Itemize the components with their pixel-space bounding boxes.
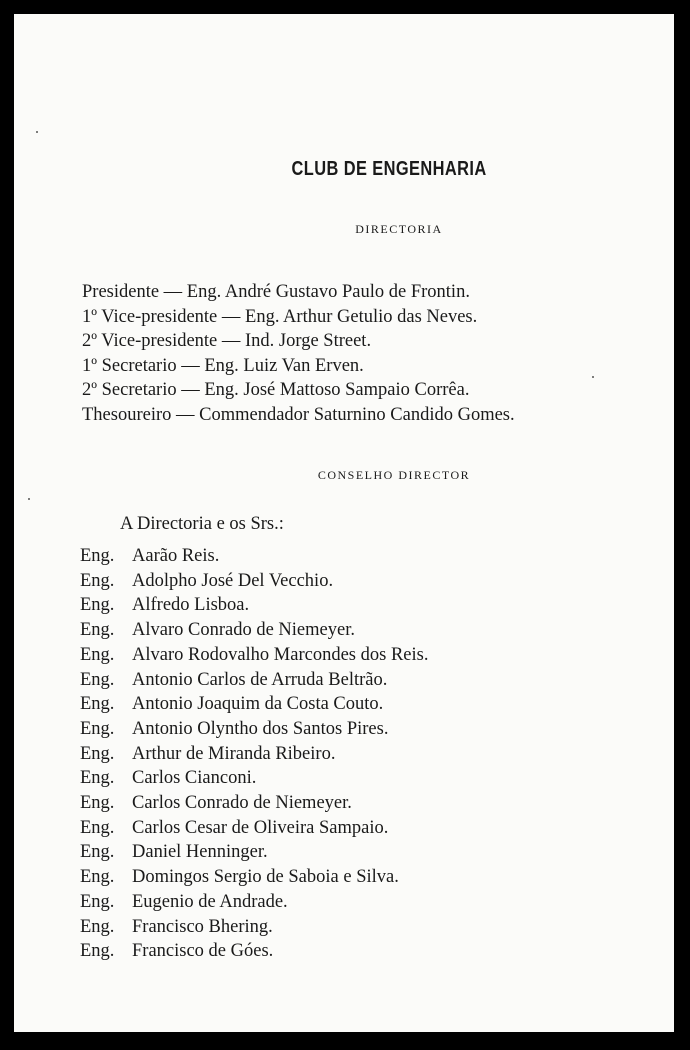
officer-line: Thesoureiro — Commendador Saturnino Candido Gomes.: [82, 404, 515, 425]
member-line: [80, 816, 428, 841]
member-prefix: Eng.: [80, 620, 115, 641]
member-line: [80, 742, 428, 767]
directoria-heading: DIRECTORIA: [355, 222, 443, 236]
member-prefix: Eng.: [80, 867, 115, 888]
member-line: [80, 643, 428, 668]
document-page: [14, 14, 674, 1032]
member-prefix: Eng.: [80, 694, 115, 715]
conselho-intro: A Directoria e os Srs.:: [120, 514, 284, 534]
member-name: Aarão Reis.: [132, 546, 220, 566]
member-line: [80, 668, 428, 693]
member-name: Francisco Bhering.: [132, 916, 273, 937]
member-line: [80, 865, 428, 890]
member-prefix: Eng.: [80, 941, 115, 962]
member-line: [80, 544, 428, 569]
conselho-heading: CONSELHO DIRECTOR: [317, 468, 471, 482]
member-prefix: Eng.: [80, 916, 115, 937]
member-prefix: Eng.: [80, 743, 115, 764]
member-name: Alfredo Lisboa.: [132, 595, 250, 616]
officer-line: Presidente — Eng. André Gustavo Paulo de Frontin.: [82, 282, 470, 302]
member-line: [80, 569, 428, 594]
member-name: Antonio Olyntho dos Santos Pires.: [132, 718, 389, 739]
member-name: Arthur de Miranda Ribeiro.: [132, 743, 336, 764]
member-prefix: Eng.: [80, 842, 115, 863]
member-prefix: Eng.: [80, 546, 115, 566]
officers-list: [82, 280, 515, 427]
member-line: [80, 766, 428, 791]
member-name: Eugenio de Andrade.: [132, 891, 288, 912]
member-line: [80, 717, 428, 742]
member-name: Domingos Sergio de Saboia e Silva.: [132, 867, 399, 888]
member-prefix: Eng.: [80, 817, 115, 838]
member-prefix: Eng.: [80, 793, 115, 814]
member-name: Adolpho José Del Vecchio.: [132, 570, 334, 591]
member-line: [80, 840, 428, 865]
member-prefix: Eng.: [80, 595, 115, 616]
paper-speck: [36, 131, 38, 133]
member-name: Daniel Henninger.: [132, 842, 268, 863]
member-name: Antonio Joaquim da Costa Couto.: [132, 694, 384, 715]
member-prefix: Eng.: [80, 644, 115, 665]
paper-speck: [28, 498, 30, 500]
member-prefix: Eng.: [80, 570, 115, 591]
paper-speck: [592, 376, 594, 378]
member-prefix: Eng.: [80, 718, 115, 739]
member-line: [80, 890, 428, 915]
member-name: Carlos Cesar de Oliveira Sampaio.: [132, 817, 389, 838]
member-line: [80, 692, 428, 717]
member-name: Alvaro Rodovalho Marcondes dos Reis.: [132, 644, 429, 665]
officer-line: 2º Vice-presidente — Ind. Jorge Street.: [82, 331, 372, 351]
member-prefix: Eng.: [80, 768, 115, 789]
page-title: CLUB DE ENGENHARIA: [291, 158, 487, 180]
member-line: [80, 939, 428, 964]
officer-line: 1º Vice-presidente — Eng. Arthur Getulio das Neves.: [82, 306, 478, 327]
officer-line: 1º Secretario — Eng. Luiz Van Erven.: [82, 355, 364, 376]
member-line: [80, 791, 428, 816]
member-name: Alvaro Conrado de Niemeyer.: [132, 620, 355, 641]
member-line: [80, 915, 428, 940]
members-list: [80, 544, 428, 964]
member-line: [80, 618, 428, 643]
member-line: [80, 593, 428, 618]
member-name: Carlos Cianconi.: [132, 768, 257, 789]
member-prefix: Eng.: [80, 891, 115, 912]
member-name: Francisco de Góes.: [132, 941, 274, 962]
officer-line: 2º Secretario — Eng. José Mattoso Sampaio Corrêa.: [82, 380, 470, 400]
member-prefix: Eng.: [80, 669, 115, 690]
member-name: Antonio Carlos de Arruda Beltrão.: [132, 669, 388, 690]
member-name: Carlos Conrado de Niemeyer.: [132, 793, 352, 814]
